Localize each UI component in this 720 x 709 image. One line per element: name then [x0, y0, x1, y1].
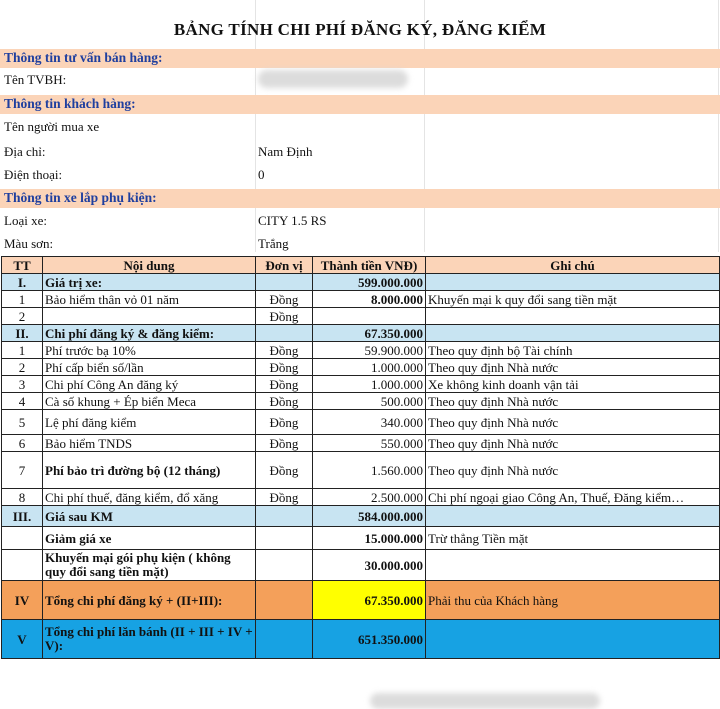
cell-unit	[256, 620, 313, 659]
table-row	[2, 308, 720, 325]
cell-unit	[256, 527, 313, 550]
cell-content: Phí trước bạ 10%	[43, 342, 256, 359]
cell-content: Chi phí đăng ký & đăng kiểm:	[43, 325, 256, 342]
cell-content: Bảo hiểm thân vỏ 01 năm	[43, 291, 256, 308]
cell-note	[426, 620, 720, 659]
cell-amount: 8.000.000	[313, 291, 426, 308]
cell-note: Phải thu của Khách hàng	[426, 581, 720, 620]
section-sales	[0, 49, 720, 68]
cell-content: Bảo hiểm TNDS	[43, 435, 256, 452]
table-row	[2, 527, 720, 550]
header-tt: TT	[2, 257, 43, 274]
cell-note: Theo quy định bộ Tài chính	[426, 342, 720, 359]
model-value: CITY 1.5 RS	[258, 213, 327, 228]
cell-unit: Đồng	[256, 410, 313, 435]
cell-unit: Đồng	[256, 393, 313, 410]
section-car	[0, 189, 720, 208]
row-address	[0, 142, 720, 162]
cost-table	[1, 256, 720, 659]
cell-amount: 1.000.000	[313, 359, 426, 376]
table-row	[2, 581, 720, 620]
cell-note: Chi phí ngoại giao Công An, Thuế, Đăng kiểm…	[426, 489, 720, 506]
cell-unit: Đồng	[256, 435, 313, 452]
cell-amount: 1.000.000	[313, 376, 426, 393]
header-amount: Thành tiền VNĐ)	[313, 257, 426, 274]
cell-unit: Đồng	[256, 376, 313, 393]
cell-tt: 1	[2, 342, 43, 359]
color-value: Trắng	[258, 236, 289, 251]
cell-amount: 2.500.000	[313, 489, 426, 506]
cell-note	[426, 308, 720, 325]
cell-unit	[256, 506, 313, 527]
cell-amount: 1.560.000	[313, 452, 426, 489]
cell-tt: IV	[2, 581, 43, 620]
cell-tt	[2, 550, 43, 581]
row-color	[0, 234, 720, 254]
header-note: Ghi chú	[426, 257, 720, 274]
cell-content: Tổng chi phí lăn bánh (II + III + IV + V):	[43, 620, 256, 659]
cell-content: Phí cấp biển số/lần	[43, 359, 256, 376]
tvbh-label: Tên TVBH:	[4, 72, 67, 87]
cell-content	[43, 308, 256, 325]
cell-tt: I.	[2, 274, 43, 291]
cell-note	[426, 506, 720, 527]
table-row	[2, 506, 720, 527]
model-label: Loại xe:	[4, 213, 47, 228]
cell-content: Khuyến mại gói phụ kiện ( không quy đổi sang tiền mặt)	[43, 550, 256, 581]
cell-note	[426, 550, 720, 581]
cell-note: Theo quy định Nhà nước	[426, 393, 720, 410]
cell-amount: 651.350.000	[313, 620, 426, 659]
cell-content: Giảm giá xe	[43, 527, 256, 550]
table-row	[2, 452, 720, 489]
cell-unit: Đồng	[256, 489, 313, 506]
cell-note: Xe không kinh doanh vận tải	[426, 376, 720, 393]
cell-unit: Đồng	[256, 452, 313, 489]
cell-tt: 5	[2, 410, 43, 435]
row-phone	[0, 165, 720, 185]
table-row	[2, 435, 720, 452]
cell-content: Phí bảo trì đường bộ (12 tháng)	[43, 452, 256, 489]
table-row	[2, 325, 720, 342]
cell-content: Giá trị xe:	[43, 274, 256, 291]
section-customer	[0, 95, 720, 114]
table-row	[2, 393, 720, 410]
cell-tt: 1	[2, 291, 43, 308]
cell-note: Trừ thẳng Tiền mặt	[426, 527, 720, 550]
cell-tt: 8	[2, 489, 43, 506]
table-row	[2, 342, 720, 359]
cell-amount: 340.000	[313, 410, 426, 435]
cell-unit: Đồng	[256, 359, 313, 376]
cell-amount	[313, 308, 426, 325]
cell-note: Khuyến mại k quy đổi sang tiền mặt	[426, 291, 720, 308]
table-row	[2, 410, 720, 435]
cell-note: Theo quy định Nhà nước	[426, 410, 720, 435]
table-row	[2, 550, 720, 581]
header-content: Nội dung	[43, 257, 256, 274]
cell-amount: 30.000.000	[313, 550, 426, 581]
table-row	[2, 274, 720, 291]
address-label: Địa chỉ:	[4, 144, 46, 159]
redacted-signature	[370, 693, 600, 709]
color-label: Màu sơn:	[4, 236, 54, 251]
cell-amount: 15.000.000	[313, 527, 426, 550]
cell-amount: 584.000.000	[313, 506, 426, 527]
cell-amount: 67.350.000	[313, 581, 426, 620]
cell-amount: 67.350.000	[313, 325, 426, 342]
row-buyer	[0, 117, 720, 137]
cell-unit: Đồng	[256, 308, 313, 325]
cell-tt	[2, 527, 43, 550]
cell-tt: 4	[2, 393, 43, 410]
phone-value: 0	[258, 167, 265, 182]
row-model	[0, 211, 720, 231]
address-value: Nam Định	[258, 144, 313, 159]
cell-note	[426, 325, 720, 342]
cell-unit	[256, 581, 313, 620]
cell-note: Theo quy định Nhà nước	[426, 452, 720, 489]
cell-content: Tổng chi phí đăng ký + (II+III):	[43, 581, 256, 620]
cell-unit	[256, 550, 313, 581]
header-unit: Đơn vị	[256, 257, 313, 274]
table-row	[2, 291, 720, 308]
cell-amount: 599.000.000	[313, 274, 426, 291]
cell-tt: 2	[2, 308, 43, 325]
cell-content: Lệ phí đăng kiểm	[43, 410, 256, 435]
cell-unit	[256, 274, 313, 291]
cell-tt: 3	[2, 376, 43, 393]
cell-amount: 59.900.000	[313, 342, 426, 359]
table-row	[2, 489, 720, 506]
cell-content: Giá sau KM	[43, 506, 256, 527]
cell-tt: 6	[2, 435, 43, 452]
table-row	[2, 359, 720, 376]
section-customer-label: Thông tin khách hàng:	[4, 96, 136, 111]
phone-label: Điện thoại:	[4, 167, 63, 182]
section-car-label: Thông tin xe lắp phụ kiện:	[4, 190, 157, 205]
cell-tt: II.	[2, 325, 43, 342]
cell-amount: 500.000	[313, 393, 426, 410]
cell-content: Cà số khung + Ép biển Meca	[43, 393, 256, 410]
cell-unit	[256, 325, 313, 342]
cell-tt: 2	[2, 359, 43, 376]
table-header	[2, 257, 720, 274]
page-title: BẢNG TÍNH CHI PHÍ ĐĂNG KÝ, ĐĂNG KIỂM	[173, 20, 547, 39]
redacted-name	[258, 70, 408, 88]
cell-content: Chi phí thuế, đăng kiểm, đổ xăng	[43, 489, 256, 506]
table-row	[2, 376, 720, 393]
cell-tt: 7	[2, 452, 43, 489]
cell-tt: III.	[2, 506, 43, 527]
buyer-label: Tên người mua xe	[4, 119, 100, 134]
cell-unit: Đồng	[256, 291, 313, 308]
section-sales-label: Thông tin tư vấn bán hàng:	[4, 50, 163, 65]
cell-amount: 550.000	[313, 435, 426, 452]
cell-content: Chi phí Công An đăng ký	[43, 376, 256, 393]
cell-unit: Đồng	[256, 342, 313, 359]
table-row	[2, 620, 720, 659]
cell-tt: V	[2, 620, 43, 659]
cell-note	[426, 274, 720, 291]
cell-note: Theo quy định Nhà nước	[426, 435, 720, 452]
row-tvbh	[0, 70, 720, 90]
cell-note: Theo quy định Nhà nước	[426, 359, 720, 376]
